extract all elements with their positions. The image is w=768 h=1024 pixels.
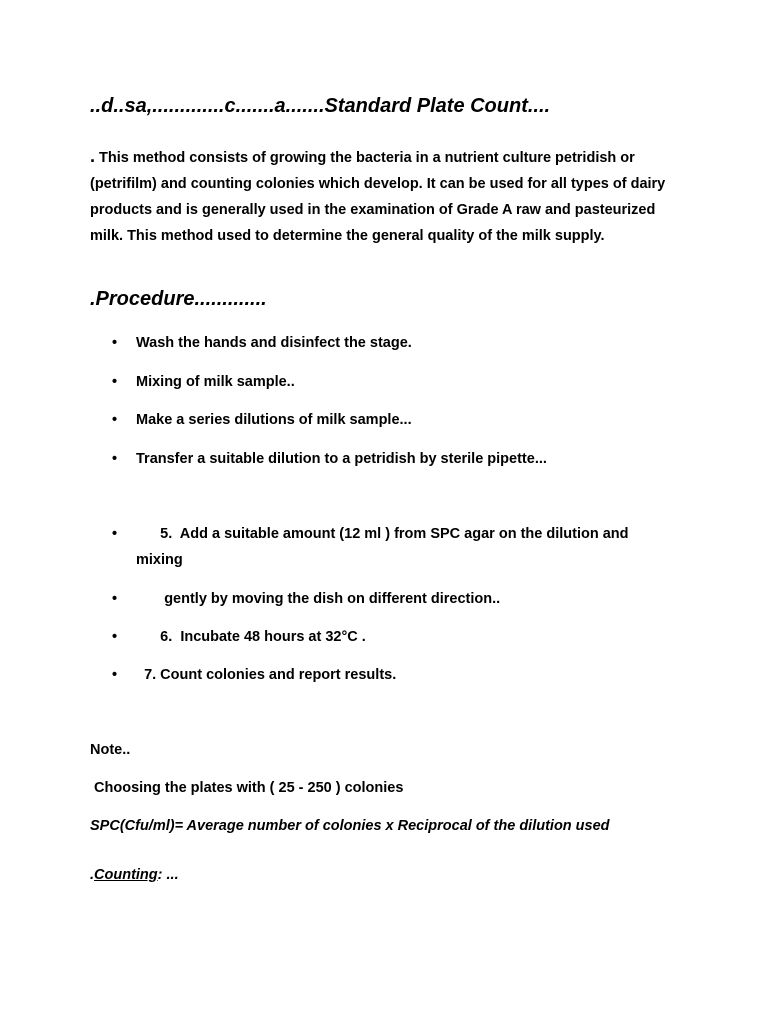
procedure-step-text: 7. Count colonies and report results. — [136, 667, 397, 683]
procedure-step-text: Make a series dilutions of milk sample... — [136, 412, 412, 428]
bullet-icon: • — [112, 629, 118, 645]
note-label: Note.. — [90, 742, 131, 758]
spc-formula: SPC(Cfu/ml)= Average number of colonies x Reciprocal of the dilution used — [90, 818, 610, 834]
intro-paragraph — [90, 143, 690, 249]
procedure-step — [112, 624, 672, 650]
counting-word: Counting — [94, 867, 158, 883]
bullet-icon: • — [112, 374, 118, 390]
procedure-step-text: 6. Incubate 48 hours at 32°C . — [136, 629, 366, 645]
intro-text: This method consists of growing the bacteria in a nutrient culture petridish or (petrifilm) and counting colonies which develop. It can be used for all types of dairy products and is generally used in the examination of Grade A raw and pasteurized milk. This method used to determine the general quality of the milk supply. — [90, 150, 666, 244]
procedure-heading: .Procedure............. — [90, 288, 267, 310]
counting-prefix: . — [90, 867, 95, 883]
procedure-step-text: gently by moving the dish on different direction.. — [136, 591, 501, 607]
counting-suffix: : ... — [157, 867, 179, 883]
bullet-icon: • — [112, 591, 118, 607]
procedure-step-text: Mixing of milk sample.. — [136, 374, 295, 390]
procedure-step-text: 5. Add a suitable amount (12 ml ) from SPC agar on the dilution and mixing — [136, 526, 633, 568]
counting-heading — [90, 867, 179, 883]
procedure-step — [112, 330, 672, 356]
bullet-icon: • — [112, 451, 118, 467]
procedure-step — [112, 586, 672, 612]
procedure-step-text: Transfer a suitable dilution to a petridish by sterile pipette... — [136, 451, 547, 467]
procedure-step — [112, 407, 672, 433]
procedure-step — [112, 446, 672, 472]
procedure-step — [112, 662, 672, 688]
bullet-icon: • — [112, 667, 118, 683]
procedure-step — [112, 369, 672, 395]
bullet-icon: • — [112, 526, 118, 542]
bullet-icon: • — [112, 412, 118, 428]
document-title: ..d..sa,.............c.......a.......Standard Plate Count.... — [90, 95, 551, 117]
procedure-step-text: Wash the hands and disinfect the stage. — [136, 335, 412, 351]
note-text: Choosing the plates with ( 25 - 250 ) colonies — [90, 780, 404, 796]
procedure-step — [112, 521, 672, 573]
bullet-icon: • — [112, 335, 118, 351]
intro-lead-dot: . — [90, 146, 96, 166]
